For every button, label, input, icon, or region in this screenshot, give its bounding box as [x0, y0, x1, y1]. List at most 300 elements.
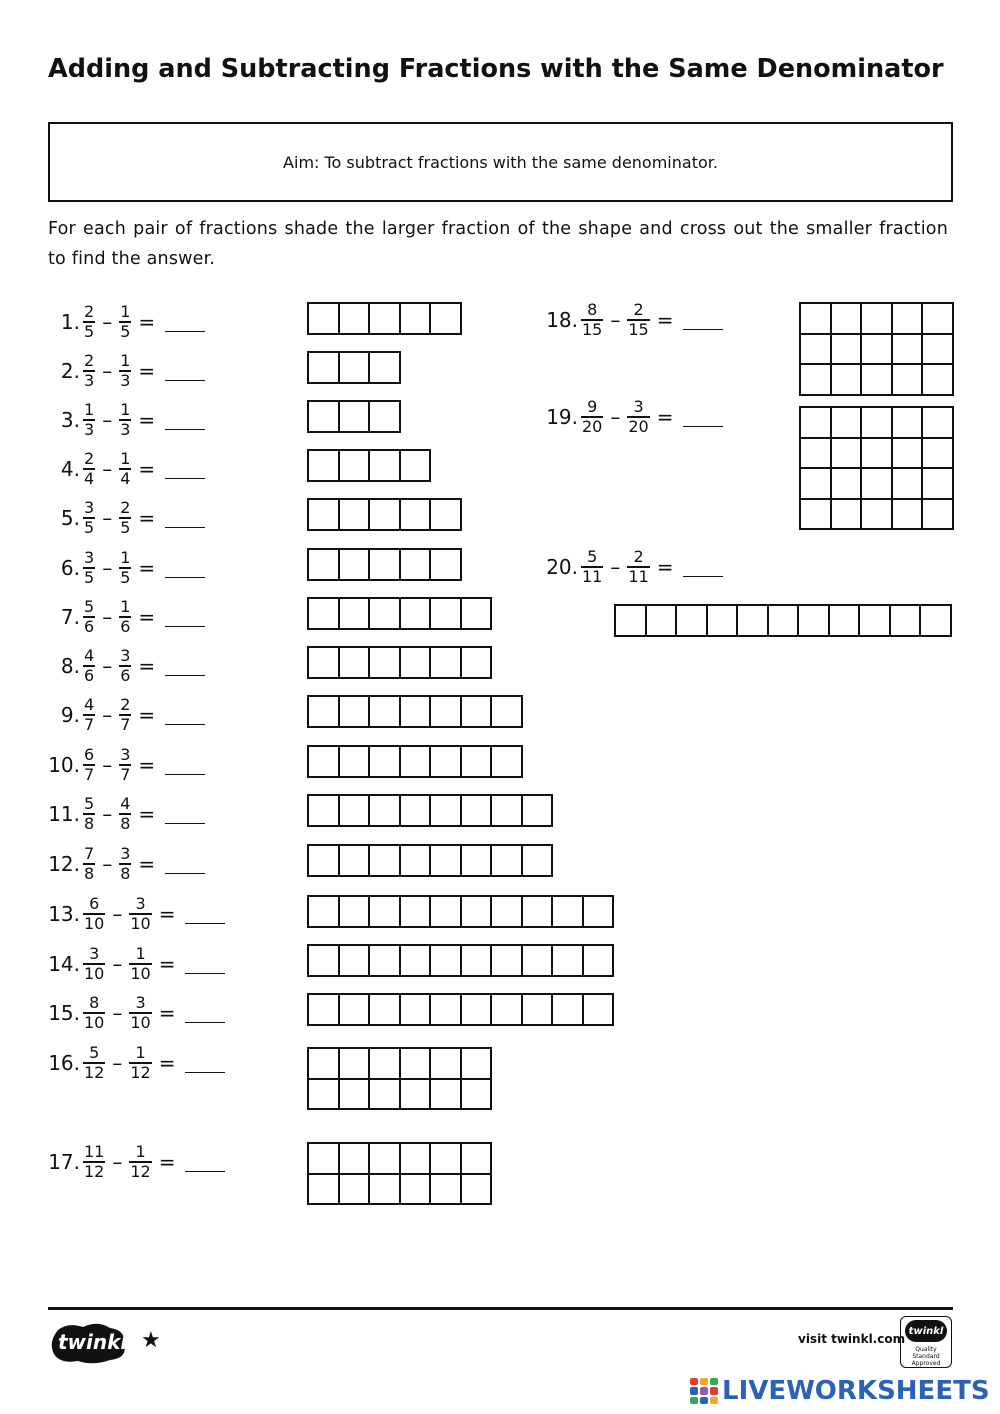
grid-cell[interactable] [340, 599, 371, 630]
answer-blank[interactable] [165, 873, 205, 874]
numerator: 2 [84, 302, 95, 322]
grid-cell[interactable] [370, 304, 401, 335]
grid-cell[interactable] [832, 469, 863, 500]
grid-cell[interactable] [340, 402, 371, 433]
minus-sign: – [102, 753, 113, 777]
grid-cell[interactable] [340, 747, 371, 778]
minus-sign: – [102, 310, 113, 334]
answer-blank[interactable] [185, 973, 225, 974]
grid-cell[interactable] [401, 747, 432, 778]
question-number: 8. [60, 654, 80, 678]
grid-cell[interactable] [309, 796, 340, 827]
first-fraction [83, 303, 95, 341]
answer-blank[interactable] [165, 823, 205, 824]
grid-cell[interactable] [401, 995, 432, 1026]
numerator: 1 [120, 597, 131, 617]
denominator: 7 [84, 764, 95, 784]
grid-cell[interactable] [309, 353, 340, 384]
grid-cell[interactable] [462, 747, 493, 778]
grid-cell[interactable] [370, 846, 401, 877]
grid-cell[interactable] [799, 606, 830, 637]
denominator: 3 [84, 419, 95, 439]
grid-cell[interactable] [492, 946, 523, 977]
grid-cell[interactable] [401, 946, 432, 977]
grid-cell[interactable] [862, 500, 893, 531]
grid-cell[interactable] [584, 946, 615, 977]
grid-cell[interactable] [523, 897, 554, 928]
answer-blank[interactable] [165, 478, 205, 479]
grid-cell[interactable] [492, 697, 523, 728]
numerator: 3 [135, 993, 146, 1013]
question-19 [546, 395, 723, 439]
denominator: 10 [84, 913, 105, 933]
grid-cell[interactable] [523, 995, 554, 1026]
second-fraction [119, 598, 131, 636]
grid-cell[interactable] [370, 1144, 401, 1175]
grid-cell[interactable] [431, 897, 462, 928]
grid-cell[interactable] [862, 335, 893, 366]
grid-cell[interactable] [832, 439, 863, 470]
minus-sign: – [102, 802, 113, 826]
numerator: 1 [135, 1142, 146, 1162]
grid-cell[interactable] [647, 606, 678, 637]
minus-sign: – [102, 506, 113, 530]
second-fraction [119, 499, 131, 537]
grid-cell[interactable] [340, 946, 371, 977]
grid-cell[interactable] [309, 1175, 340, 1206]
grid-cell[interactable] [370, 747, 401, 778]
minus-sign: – [102, 556, 113, 580]
grid-cell[interactable] [370, 897, 401, 928]
grid-cell[interactable] [340, 846, 371, 877]
grid-cell[interactable] [370, 451, 401, 482]
question-3 [48, 398, 205, 442]
grid-cell[interactable] [401, 697, 432, 728]
answer-blank[interactable] [165, 429, 205, 430]
denominator: 5 [84, 517, 95, 537]
grid-cell[interactable] [340, 1175, 371, 1206]
grid-cell[interactable] [309, 451, 340, 482]
grid-cell[interactable] [401, 500, 432, 531]
minus-sign: – [102, 359, 113, 383]
grid-cell[interactable] [431, 1080, 462, 1111]
fraction-grid-11 [307, 794, 553, 827]
fraction-grid-20 [614, 604, 952, 637]
question-number: 20. [546, 555, 578, 579]
grid-cell[interactable] [309, 402, 340, 433]
fraction-grid-8 [307, 646, 492, 679]
answer-blank[interactable] [165, 331, 205, 332]
grid-cell[interactable] [462, 648, 493, 679]
grid-cell[interactable] [431, 796, 462, 827]
visit-link[interactable]: visit twinkl.com [798, 1332, 906, 1346]
grid-cell[interactable] [830, 606, 861, 637]
question-20 [546, 545, 723, 589]
grid-cell[interactable] [523, 946, 554, 977]
grid-cell[interactable] [832, 365, 863, 396]
grid-cell[interactable] [462, 796, 493, 827]
grid-cell[interactable] [862, 365, 893, 396]
grid-cell[interactable] [893, 439, 924, 470]
question-9 [48, 693, 205, 737]
grid-cell[interactable] [340, 1144, 371, 1175]
first-fraction [83, 696, 95, 734]
grid-cell[interactable] [553, 946, 584, 977]
grid-cell[interactable] [309, 1080, 340, 1111]
question-number: 4. [60, 457, 80, 481]
grid-cell[interactable] [340, 897, 371, 928]
denominator: 4 [84, 468, 95, 488]
fraction-grid-1 [307, 302, 462, 335]
denominator: 5 [120, 567, 131, 587]
equals-sign: = [138, 654, 156, 678]
grid-cell[interactable] [309, 846, 340, 877]
grid-cell[interactable] [431, 304, 462, 335]
fraction-grid-7 [307, 597, 492, 630]
grid-cell[interactable] [340, 353, 371, 384]
grid-cell[interactable] [431, 648, 462, 679]
numerator: 2 [120, 498, 131, 518]
grid-cell[interactable] [862, 408, 893, 439]
liveworksheets-text: LIVEWORKSHEETS [722, 1376, 990, 1406]
equals-sign: = [138, 802, 156, 826]
grid-cell[interactable] [370, 1175, 401, 1206]
grid-cell[interactable] [891, 606, 922, 637]
grid-cell[interactable] [309, 500, 340, 531]
grid-cell[interactable] [893, 365, 924, 396]
answer-blank[interactable] [165, 675, 205, 676]
grid-cell[interactable] [462, 946, 493, 977]
fraction-grid-6 [307, 548, 462, 581]
denominator: 5 [120, 321, 131, 341]
grid-cell[interactable] [431, 500, 462, 531]
grid-cell[interactable] [401, 304, 432, 335]
grid-cell[interactable] [462, 1175, 493, 1206]
grid-cell[interactable] [309, 946, 340, 977]
grid-cell[interactable] [431, 747, 462, 778]
grid-cell[interactable] [923, 469, 954, 500]
grid-cell[interactable] [708, 606, 739, 637]
grid-cell[interactable] [923, 500, 954, 531]
minus-sign: – [112, 902, 123, 926]
grid-cell[interactable] [401, 897, 432, 928]
grid-cell[interactable] [462, 1144, 493, 1175]
grid-cell[interactable] [431, 1049, 462, 1080]
numerator: 2 [84, 449, 95, 469]
grid-cell[interactable] [370, 1049, 401, 1080]
fraction-grid-14 [307, 944, 614, 977]
grid-cell[interactable] [370, 995, 401, 1026]
grid-cell[interactable] [401, 1175, 432, 1206]
numerator: 3 [120, 844, 131, 864]
grid-cell[interactable] [309, 304, 340, 335]
grid-cell[interactable] [401, 846, 432, 877]
grid-cell[interactable] [401, 599, 432, 630]
grid-cell[interactable] [832, 335, 863, 366]
grid-cell[interactable] [340, 451, 371, 482]
numerator: 8 [89, 993, 100, 1013]
equals-sign: = [138, 753, 156, 777]
question-number: 3. [60, 408, 80, 432]
numerator: 1 [120, 302, 131, 322]
denominator: 12 [130, 1062, 151, 1082]
equals-sign: = [138, 359, 156, 383]
denominator: 7 [120, 764, 131, 784]
question-number: 5. [60, 506, 80, 530]
grid-cell[interactable] [370, 648, 401, 679]
grid-cell[interactable] [401, 796, 432, 827]
grid-cell[interactable] [401, 1049, 432, 1080]
grid-cell[interactable] [340, 1080, 371, 1111]
liveworksheets-watermark [690, 1374, 990, 1408]
first-fraction [83, 647, 95, 685]
question-4 [48, 447, 205, 491]
second-fraction [129, 1143, 151, 1181]
page-title: Adding and Subtracting Fractions with the Same Denominator [48, 54, 944, 84]
grid-cell[interactable] [431, 550, 462, 581]
equals-sign: = [158, 1001, 176, 1025]
numerator: 8 [587, 300, 598, 320]
numerator: 11 [84, 1142, 105, 1162]
grid-cell[interactable] [309, 995, 340, 1026]
grid-cell[interactable] [370, 550, 401, 581]
grid-cell[interactable] [923, 439, 954, 470]
question-number: 6. [60, 556, 80, 580]
grid-cell[interactable] [431, 846, 462, 877]
grid-cell[interactable] [340, 1049, 371, 1080]
grid-cell[interactable] [769, 606, 800, 637]
grid-cell[interactable] [462, 599, 493, 630]
grid-cell[interactable] [492, 995, 523, 1026]
aim-text: Aim: To subtract fractions with the same denominator. [283, 152, 718, 172]
grid-cell[interactable] [309, 897, 340, 928]
minus-sign: – [112, 1001, 123, 1025]
grid-cell[interactable] [370, 402, 401, 433]
second-fraction [119, 352, 131, 390]
grid-cell[interactable] [309, 599, 340, 630]
grid-cell[interactable] [862, 439, 893, 470]
grid-cell[interactable] [370, 1080, 401, 1111]
answer-blank[interactable] [165, 724, 205, 725]
grid-cell[interactable] [893, 469, 924, 500]
fraction-grid-10 [307, 745, 523, 778]
grid-cell[interactable] [801, 335, 832, 366]
answer-blank[interactable] [165, 527, 205, 528]
grid-cell[interactable] [431, 995, 462, 1026]
answer-blank[interactable] [185, 1171, 225, 1172]
answer-blank[interactable] [683, 329, 723, 330]
second-fraction [129, 895, 151, 933]
minus-sign: – [610, 555, 621, 579]
equals-sign: = [158, 1150, 176, 1174]
grid-cell[interactable] [401, 451, 432, 482]
question-number: 14. [48, 952, 80, 976]
question-number: 9. [60, 703, 80, 727]
grid-cell[interactable] [862, 304, 893, 335]
grid-cell[interactable] [340, 500, 371, 531]
grid-cell[interactable] [431, 946, 462, 977]
grid-cell[interactable] [738, 606, 769, 637]
first-fraction [83, 895, 105, 933]
grid-cell[interactable] [921, 606, 952, 637]
minus-sign: – [112, 1150, 123, 1174]
grid-cell[interactable] [893, 304, 924, 335]
question-number: 11. [48, 802, 80, 826]
grid-cell[interactable] [832, 304, 863, 335]
answer-blank[interactable] [165, 577, 205, 578]
grid-cell[interactable] [340, 995, 371, 1026]
first-fraction [83, 746, 95, 784]
fraction-grid-4 [307, 449, 431, 482]
grid-cell[interactable] [370, 796, 401, 827]
grid-cell[interactable] [801, 304, 832, 335]
grid-cell[interactable] [862, 469, 893, 500]
grid-cell[interactable] [801, 365, 832, 396]
grid-cell[interactable] [801, 408, 832, 439]
question-10 [48, 743, 205, 787]
grid-cell[interactable] [923, 335, 954, 366]
grid-cell[interactable] [401, 648, 432, 679]
numerator: 1 [120, 449, 131, 469]
answer-blank[interactable] [165, 774, 205, 775]
grid-cell[interactable] [801, 439, 832, 470]
numerator: 3 [633, 397, 644, 417]
answer-blank[interactable] [683, 576, 723, 577]
grid-cell[interactable] [492, 796, 523, 827]
answer-blank[interactable] [185, 923, 225, 924]
grid-cell[interactable] [677, 606, 708, 637]
grid-cell[interactable] [860, 606, 891, 637]
grid-cell[interactable] [462, 846, 493, 877]
grid-cell[interactable] [492, 846, 523, 877]
minus-sign: – [102, 852, 113, 876]
grid-cell[interactable] [309, 648, 340, 679]
grid-cell[interactable] [431, 599, 462, 630]
grid-cell[interactable] [370, 697, 401, 728]
second-fraction [627, 398, 649, 436]
grid-cell[interactable] [340, 697, 371, 728]
question-17 [48, 1140, 225, 1184]
denominator: 8 [120, 863, 131, 883]
denominator: 10 [130, 913, 151, 933]
denominator: 5 [84, 321, 95, 341]
grid-cell[interactable] [431, 1144, 462, 1175]
question-7 [48, 595, 205, 639]
grid-cell[interactable] [832, 408, 863, 439]
grid-cell[interactable] [309, 1144, 340, 1175]
denominator: 3 [120, 370, 131, 390]
grid-cell[interactable] [462, 1049, 493, 1080]
aim-box [48, 122, 953, 202]
grid-cell[interactable] [584, 897, 615, 928]
grid-cell[interactable] [340, 550, 371, 581]
grid-cell[interactable] [309, 1049, 340, 1080]
denominator: 11 [628, 566, 649, 586]
grid-cell[interactable] [616, 606, 647, 637]
numerator: 2 [120, 695, 131, 715]
equals-sign: = [158, 1051, 176, 1075]
question-number: 18. [546, 308, 578, 332]
numerator: 1 [120, 400, 131, 420]
answer-blank[interactable] [165, 626, 205, 627]
grid-cell[interactable] [523, 846, 554, 877]
answer-blank[interactable] [185, 1022, 225, 1023]
grid-cell[interactable] [923, 408, 954, 439]
grid-cell[interactable] [462, 697, 493, 728]
first-fraction [83, 1044, 105, 1082]
minus-sign: – [610, 308, 621, 332]
grid-cell[interactable] [893, 500, 924, 531]
equals-sign: = [138, 703, 156, 727]
grid-cell[interactable] [370, 500, 401, 531]
question-number: 16. [48, 1051, 80, 1075]
equals-sign: = [138, 310, 156, 334]
denominator: 11 [582, 566, 603, 586]
numerator: 3 [120, 745, 131, 765]
denominator: 5 [84, 567, 95, 587]
grid-cell[interactable] [553, 897, 584, 928]
grid-cell[interactable] [309, 747, 340, 778]
grid-cell[interactable] [370, 946, 401, 977]
answer-blank[interactable] [165, 380, 205, 381]
grid-cell[interactable] [584, 995, 615, 1026]
badge-logo-text: twinkl [905, 1320, 947, 1342]
grid-cell[interactable] [893, 335, 924, 366]
question-number: 13. [48, 902, 80, 926]
grid-cell[interactable] [309, 550, 340, 581]
minus-sign: – [610, 405, 621, 429]
grid-cell[interactable] [401, 550, 432, 581]
grid-cell[interactable] [370, 353, 401, 384]
numerator: 1 [135, 944, 146, 964]
grid-cell[interactable] [309, 697, 340, 728]
first-fraction [581, 301, 603, 339]
grid-cell[interactable] [462, 897, 493, 928]
grid-cell[interactable] [801, 500, 832, 531]
grid-cell[interactable] [370, 599, 401, 630]
grid-cell[interactable] [832, 500, 863, 531]
denominator: 10 [84, 963, 105, 983]
grid-cell[interactable] [801, 469, 832, 500]
first-fraction [83, 994, 105, 1032]
grid-cell[interactable] [340, 648, 371, 679]
grid-cell[interactable] [923, 365, 954, 396]
grid-cell[interactable] [340, 304, 371, 335]
grid-cell[interactable] [893, 408, 924, 439]
fraction-grid-2 [307, 351, 401, 384]
grid-cell[interactable] [401, 1080, 432, 1111]
answer-blank[interactable] [185, 1072, 225, 1073]
grid-cell[interactable] [462, 995, 493, 1026]
grid-cell[interactable] [553, 995, 584, 1026]
grid-cell[interactable] [492, 897, 523, 928]
grid-cell[interactable] [523, 796, 554, 827]
grid-cell[interactable] [401, 1144, 432, 1175]
grid-cell[interactable] [431, 1175, 462, 1206]
question-number: 12. [48, 852, 80, 876]
equals-sign: = [138, 457, 156, 481]
denominator: 6 [120, 665, 131, 685]
grid-cell[interactable] [492, 747, 523, 778]
grid-cell[interactable] [462, 1080, 493, 1111]
grid-cell[interactable] [431, 697, 462, 728]
answer-blank[interactable] [683, 426, 723, 427]
question-number: 15. [48, 1001, 80, 1025]
grid-cell[interactable] [923, 304, 954, 335]
fraction-grid-5 [307, 498, 462, 531]
grid-cell[interactable] [340, 796, 371, 827]
fraction-grid-12 [307, 844, 553, 877]
